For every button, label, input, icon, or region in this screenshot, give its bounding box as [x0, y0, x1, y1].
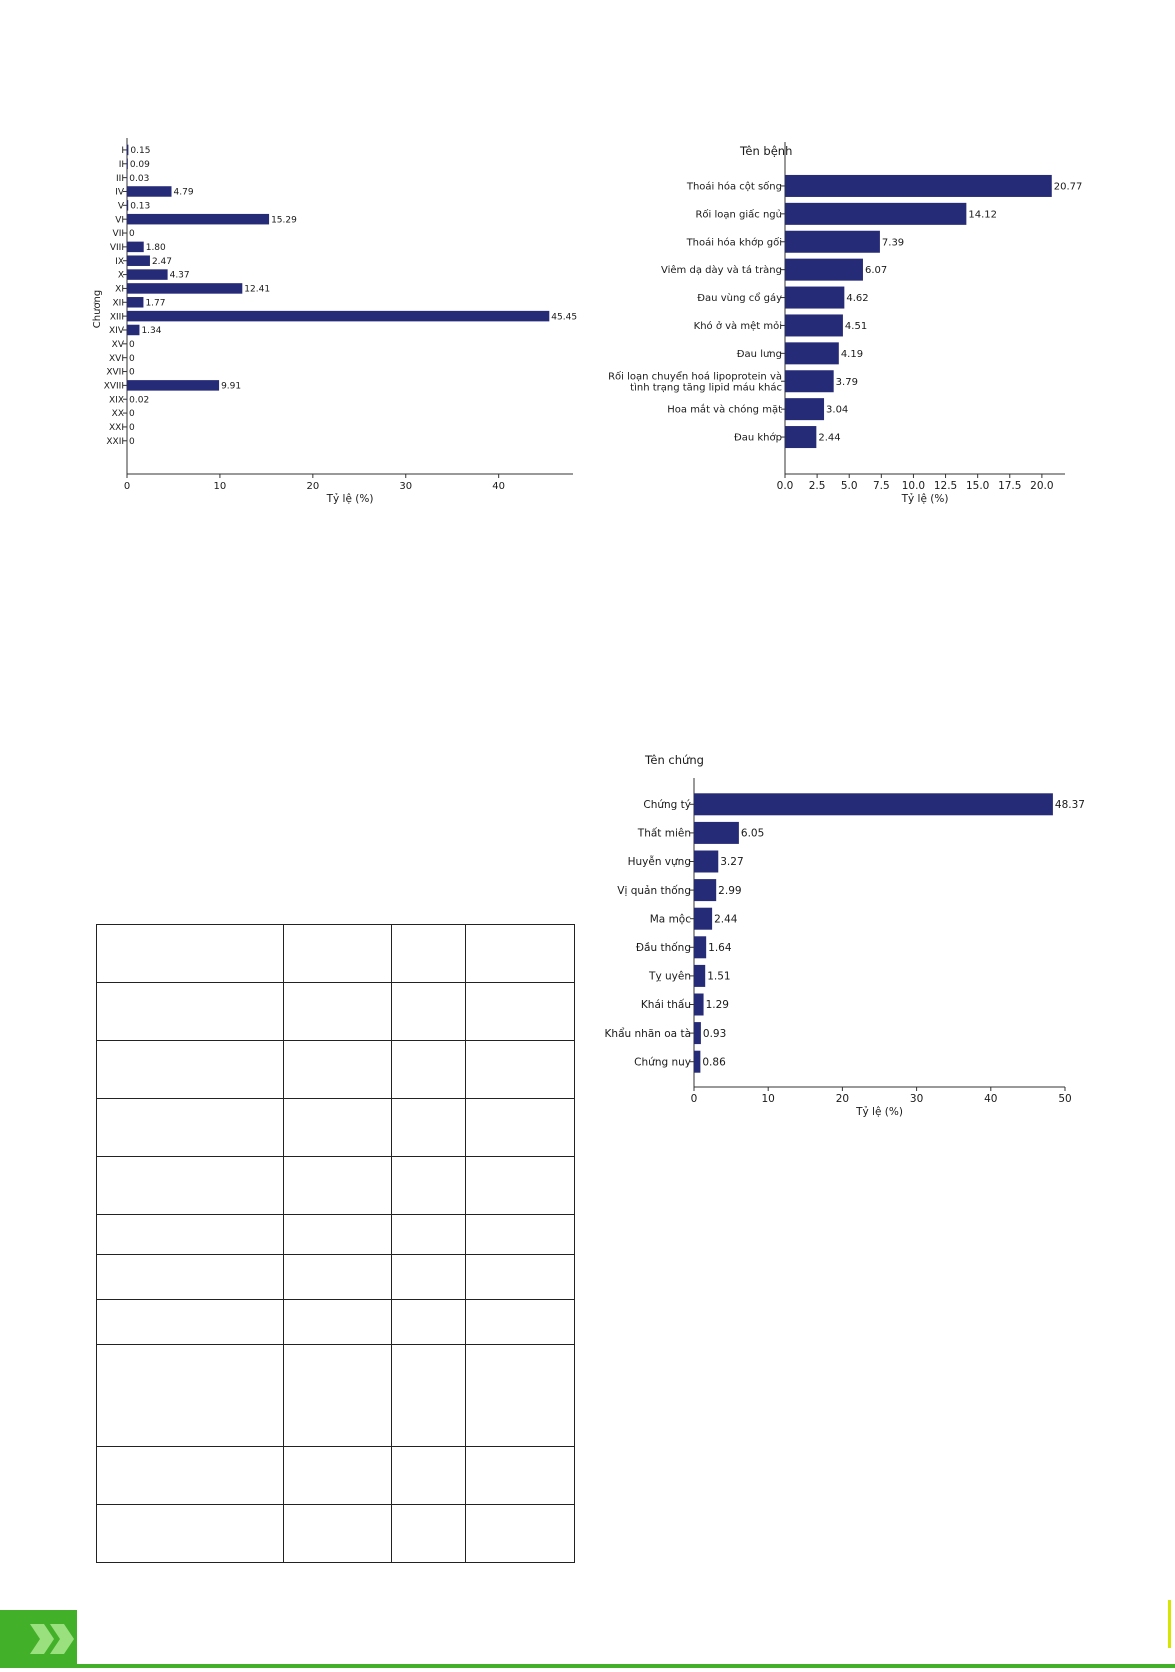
x-tick-label: 2.5: [809, 480, 826, 492]
bar: [127, 242, 144, 253]
table-row: [97, 983, 575, 1041]
category-label: VI: [115, 215, 124, 225]
value-label: 3.79: [836, 377, 858, 388]
x-axis-label: Tỷ lệ (%): [901, 493, 949, 505]
x-tick-label: 10: [762, 1093, 775, 1105]
bar: [694, 1051, 700, 1073]
value-label: 0: [129, 354, 135, 364]
syndrome-bar-chart: [590, 740, 1175, 1130]
category-label: X: [118, 271, 124, 281]
category-label: Thoái hóa khớp gối: [686, 236, 782, 248]
category-label: XI: [115, 285, 124, 295]
x-tick-label: 0.0: [777, 480, 794, 492]
category-label: Khái thấu: [641, 999, 691, 1011]
table-row: [97, 1447, 575, 1505]
value-label: 4.51: [845, 321, 867, 332]
value-label: 2.44: [818, 433, 840, 444]
value-label: 0.13: [130, 201, 150, 211]
value-label: 0.93: [703, 1028, 726, 1040]
bar: [785, 259, 863, 281]
category-label: I: [121, 146, 124, 156]
category-label: XV: [112, 340, 125, 350]
bar: [127, 200, 128, 211]
x-tick-label: 0: [691, 1093, 698, 1105]
bar: [127, 380, 219, 391]
x-tick-label: 0: [124, 481, 130, 492]
value-label: 1.64: [708, 942, 732, 954]
category-label: XIX: [109, 395, 124, 405]
category-label: IV: [115, 188, 125, 198]
table-row: [97, 1041, 575, 1099]
category-label: III: [116, 174, 124, 184]
value-label: 7.39: [882, 237, 904, 248]
table-row: [97, 1157, 575, 1215]
category-label: Chứng nuy: [634, 1056, 691, 1068]
x-tick-label: 5.0: [841, 480, 858, 492]
value-label: 1.51: [707, 971, 730, 983]
footer-badge: [0, 1610, 77, 1668]
y-axis-label: Chương: [92, 290, 103, 328]
x-axis-label: Tỷ lệ (%): [855, 1106, 903, 1118]
table-row: [97, 925, 575, 983]
x-tick-label: 20: [306, 481, 319, 492]
value-label: 1.34: [141, 326, 161, 336]
category-label: Khó ở và mệt mỏi: [694, 320, 782, 332]
value-label: 4.79: [174, 188, 194, 198]
bar: [694, 965, 705, 987]
bar: [127, 297, 143, 308]
category-label: VII: [113, 229, 124, 239]
bar: [127, 255, 150, 266]
bar: [785, 370, 834, 392]
bar: [694, 879, 716, 901]
bar: [694, 936, 706, 958]
category-label: Khẩu nhãn oa tà: [605, 1027, 691, 1040]
value-label: 15.29: [271, 215, 297, 225]
category-label: XVIII: [104, 382, 124, 392]
blank-table: [96, 924, 575, 1563]
bar: [694, 1022, 701, 1044]
bar: [127, 311, 549, 322]
category-label: XXII: [106, 437, 124, 447]
table-row: [97, 1505, 575, 1563]
value-label: 2.99: [718, 885, 741, 897]
x-tick-label: 10: [214, 481, 227, 492]
x-axis-label: Tỷ lệ (%): [326, 493, 374, 505]
bar: [785, 342, 839, 364]
category-label: Đầu thống: [636, 942, 691, 954]
value-label: 0.09: [130, 160, 150, 170]
category-label: VIII: [110, 243, 124, 253]
bar: [694, 908, 712, 930]
table-row: [97, 1215, 575, 1255]
footer-marker: [1168, 1600, 1171, 1648]
chart-title: Tên chứng: [644, 753, 704, 767]
category-label: Hoa mắt và chóng mặt: [667, 403, 782, 416]
value-label: 4.19: [841, 349, 863, 360]
category-label: Rối loạn chuyển hoá lipoprotein và tình trạng tăng lipid máu khác: [608, 369, 782, 393]
bar: [127, 325, 139, 336]
value-label: 3.04: [826, 405, 848, 416]
value-label: 2.47: [152, 257, 172, 267]
value-label: 14.12: [968, 209, 997, 220]
bar: [694, 851, 718, 873]
value-label: 0: [129, 340, 135, 350]
category-label: Viêm dạ dày và tá tràng: [661, 264, 782, 276]
bar: [785, 426, 816, 448]
bar: [694, 793, 1053, 815]
value-label: 20.77: [1054, 181, 1083, 192]
table-row: [97, 1255, 575, 1300]
category-label: Chứng tý: [643, 799, 691, 811]
value-label: 2.44: [714, 913, 738, 925]
x-tick-label: 50: [1058, 1093, 1071, 1105]
value-label: 0.86: [702, 1056, 726, 1068]
category-label: Tỵ uyên: [648, 971, 691, 983]
value-label: 0: [129, 409, 135, 419]
table-row: [97, 1099, 575, 1157]
bar: [785, 314, 843, 336]
value-label: 1.29: [706, 999, 729, 1011]
bar: [694, 994, 704, 1016]
table-row: [97, 1345, 575, 1447]
x-tick-label: 10.0: [902, 480, 925, 492]
category-label: Đau vùng cổ gáy: [697, 291, 782, 304]
category-label: Vị quản thống: [617, 885, 691, 897]
value-label: 0.15: [130, 146, 150, 156]
bar: [127, 186, 172, 197]
bar: [785, 203, 966, 225]
value-label: 6.07: [865, 265, 887, 276]
bar: [127, 283, 242, 294]
bar: [127, 159, 128, 170]
category-label: Rối loạn giấc ngủ: [695, 208, 782, 220]
value-label: 0: [129, 229, 135, 239]
value-label: 0: [129, 423, 135, 433]
category-label: XX: [112, 409, 124, 419]
value-label: 12.41: [244, 285, 270, 295]
category-label: XIII: [110, 312, 124, 322]
x-tick-label: 20.0: [1030, 480, 1053, 492]
bar: [785, 287, 844, 309]
table-row: [97, 1300, 575, 1345]
category-label: Thoái hóa cột sống: [686, 180, 782, 192]
bar: [785, 231, 880, 253]
x-tick-label: 40: [984, 1093, 997, 1105]
value-label: 1.77: [145, 298, 165, 308]
category-label: II: [119, 160, 124, 170]
category-label: IX: [115, 257, 124, 267]
category-label: V: [118, 201, 125, 211]
value-label: 9.91: [221, 382, 241, 392]
category-label: Đau lưng: [737, 349, 782, 360]
x-tick-label: 17.5: [998, 480, 1021, 492]
chapter-bar-chart: [0, 130, 590, 510]
category-label: Ma mộc: [650, 913, 691, 925]
value-label: 48.37: [1055, 799, 1085, 811]
bar: [694, 822, 739, 844]
value-label: 4.37: [170, 271, 190, 281]
x-tick-label: 40: [492, 481, 505, 492]
value-label: 0: [129, 437, 135, 447]
footer-line: [0, 1664, 1175, 1668]
category-label: Thất miên: [637, 828, 691, 840]
category-label: XXI: [109, 423, 124, 433]
value-label: 3.27: [720, 856, 743, 868]
category-label: XII: [113, 298, 124, 308]
value-label: 45.45: [551, 312, 577, 322]
x-tick-label: 30: [399, 481, 412, 492]
value-label: 1.80: [146, 243, 166, 253]
bar: [127, 214, 269, 225]
category-label: XIV: [109, 326, 125, 336]
category-label: XVII: [106, 368, 124, 378]
category-label: Huyễn vựng: [628, 855, 691, 868]
double-chevron-right-icon: [0, 1610, 77, 1668]
value-label: 0.02: [129, 395, 149, 405]
value-label: 0: [129, 368, 135, 378]
chart-title: Tên bệnh: [739, 144, 792, 158]
value-label: 4.62: [846, 293, 868, 304]
bar: [785, 398, 824, 420]
category-label: XVI: [109, 354, 124, 364]
value-label: 0.03: [129, 174, 149, 184]
bar: [127, 145, 128, 156]
bar: [127, 269, 168, 280]
bar: [785, 175, 1052, 197]
x-tick-label: 7.5: [873, 480, 890, 492]
x-tick-label: 20: [836, 1093, 849, 1105]
x-tick-label: 30: [910, 1093, 923, 1105]
value-label: 6.05: [741, 828, 764, 840]
category-label: Đau khớp: [734, 432, 782, 444]
disease-bar-chart: [590, 130, 1175, 510]
x-tick-label: 15.0: [966, 480, 989, 492]
x-tick-label: 12.5: [934, 480, 957, 492]
